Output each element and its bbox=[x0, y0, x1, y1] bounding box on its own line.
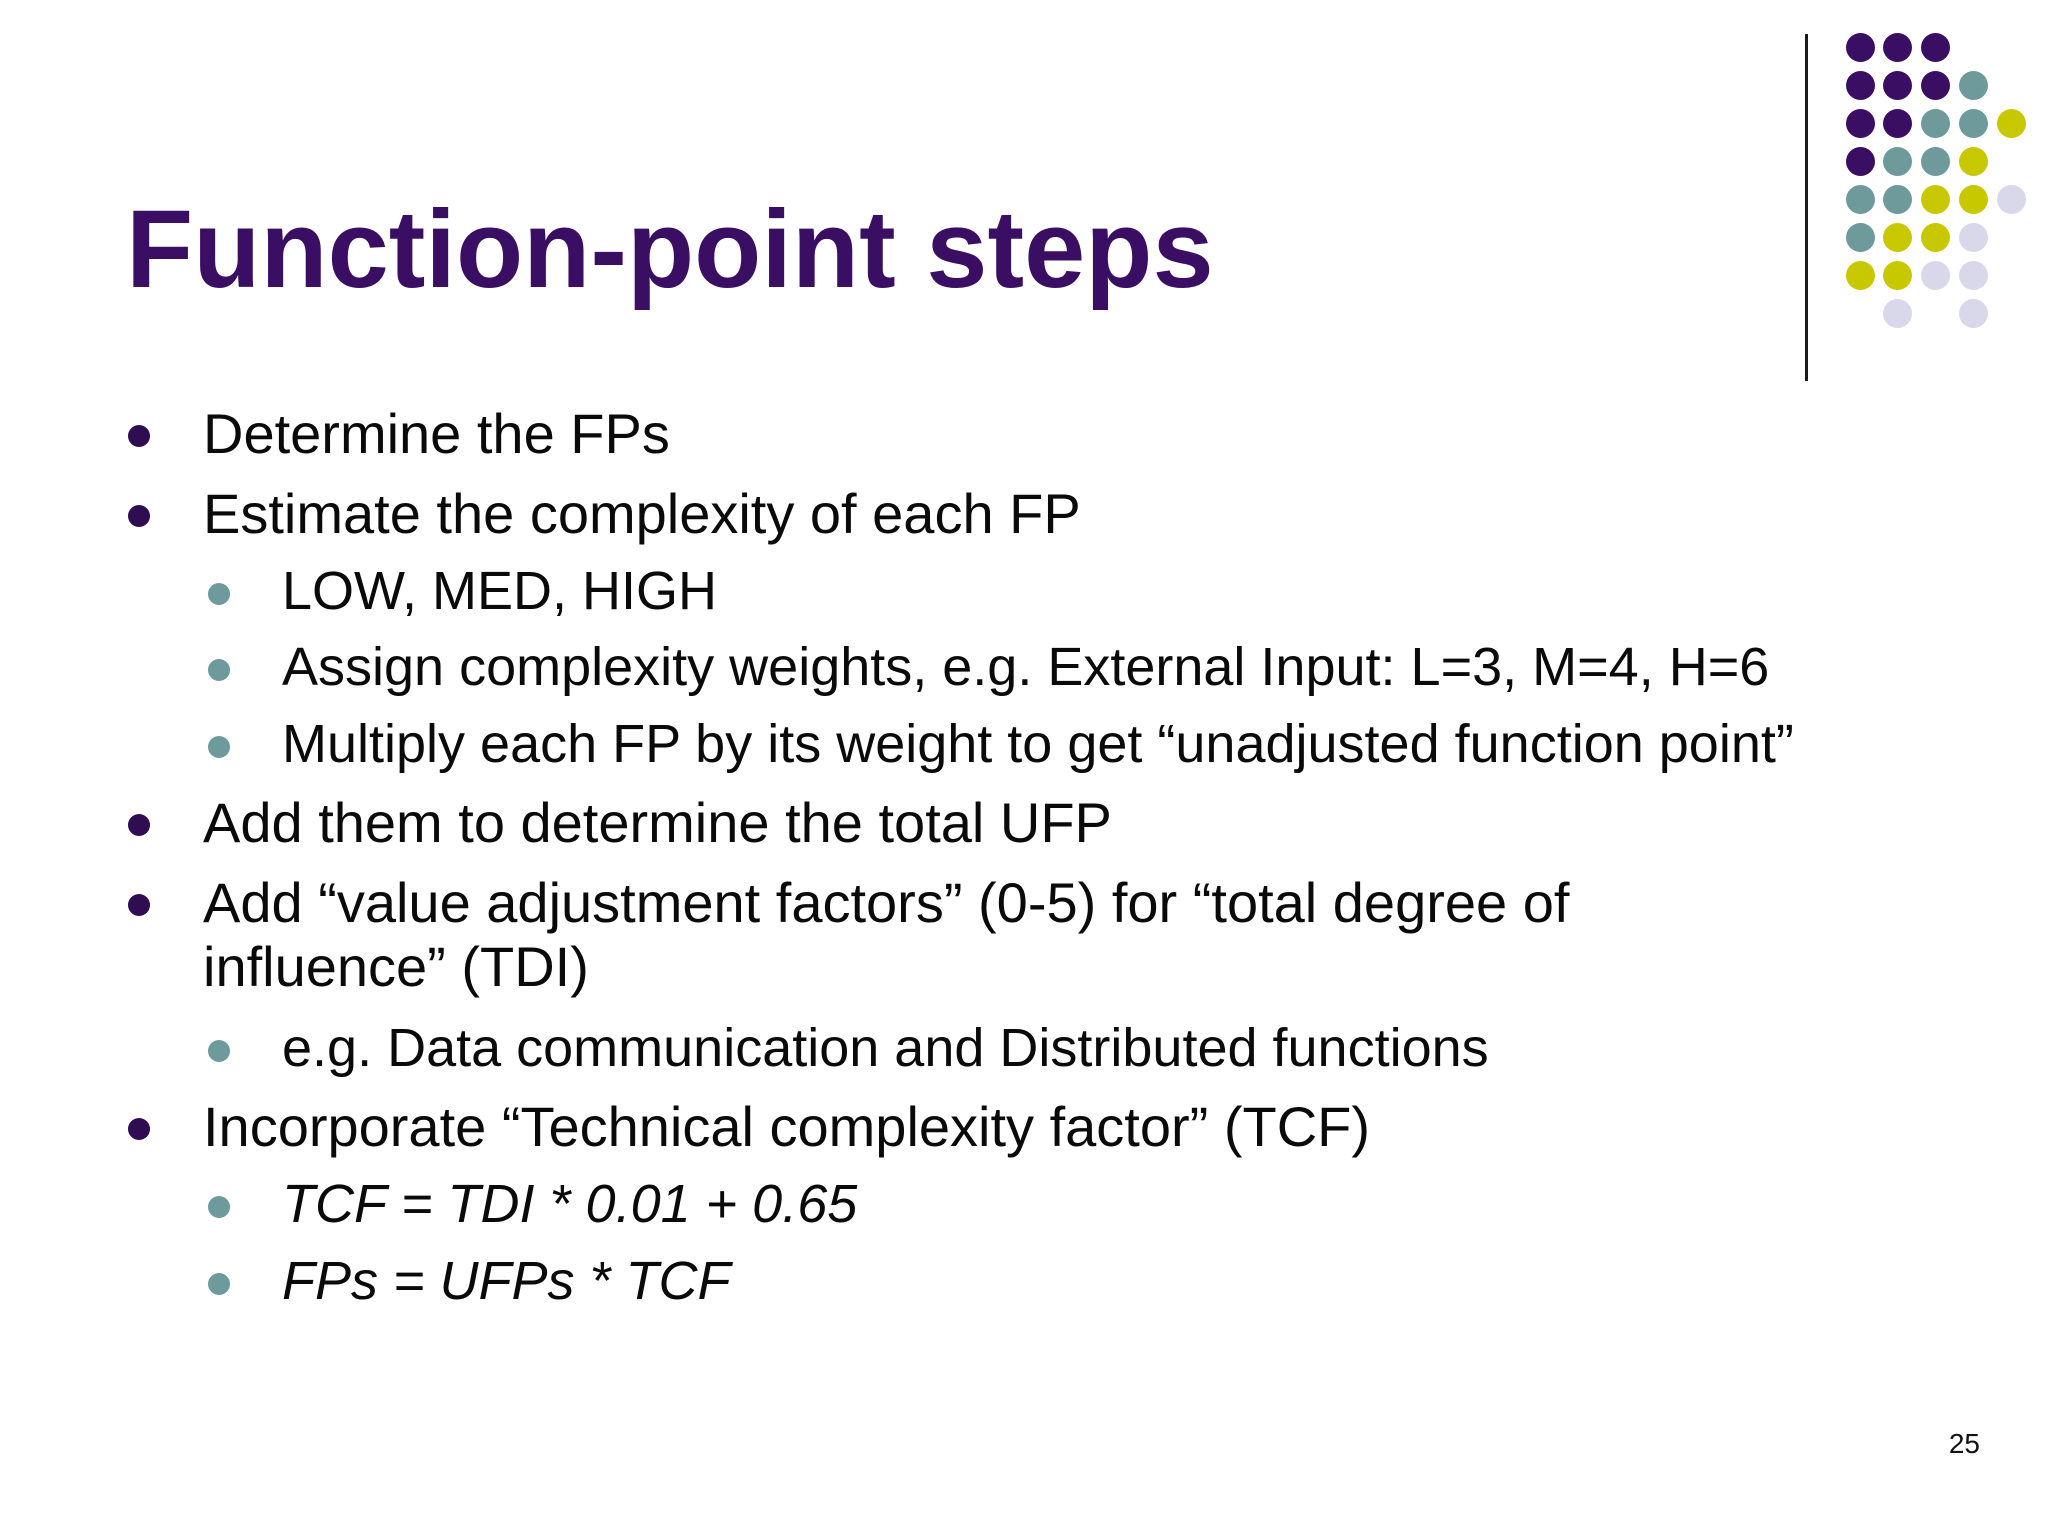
bullet-marker bbox=[128, 1118, 150, 1140]
bullet-item: Incorporate “Technical complexity factor” (TCF) bbox=[203, 1095, 1371, 1158]
sub-bullet-marker bbox=[208, 736, 230, 758]
sub-bullet-item: LOW, MED, HIGH bbox=[282, 561, 718, 621]
bullet-item: Estimate the complexity of each FP bbox=[203, 482, 1081, 545]
slide-title: Function-point steps bbox=[126, 188, 1214, 311]
bullet-item: Determine the FPs bbox=[203, 402, 670, 465]
sub-bullet-marker bbox=[208, 1196, 230, 1218]
sub-bullet-item: Multiply each FP by its weight to get “unadjusted function point” bbox=[282, 714, 1794, 774]
sub-bullet-item: TCF = TDI * 0.01 + 0.65 bbox=[282, 1174, 858, 1234]
sub-bullet-item: Assign complexity weights, e.g. External Input: L=3, M=4, H=6 bbox=[282, 637, 1770, 697]
sub-bullet-item: FPs = UFPs * TCF bbox=[282, 1251, 731, 1311]
sub-bullet-item: e.g. Data communication and Distributed functions bbox=[282, 1018, 1489, 1078]
bullet-marker bbox=[128, 814, 150, 836]
bullet-marker bbox=[128, 894, 150, 916]
sub-bullet-marker bbox=[208, 1040, 230, 1062]
sub-bullet-marker bbox=[208, 583, 230, 605]
sub-bullet-marker bbox=[208, 1273, 230, 1295]
slide-number: 25 bbox=[1948, 1428, 1980, 1459]
bullet-marker bbox=[128, 425, 150, 447]
sub-bullet-marker bbox=[208, 659, 230, 681]
bullet-item: Add “value adjustment factors” (0-5) for “total degree of influence” (TDI) bbox=[203, 871, 1570, 998]
bullet-item: Add them to determine the total UFP bbox=[203, 791, 1112, 854]
bullet-marker bbox=[128, 505, 150, 527]
